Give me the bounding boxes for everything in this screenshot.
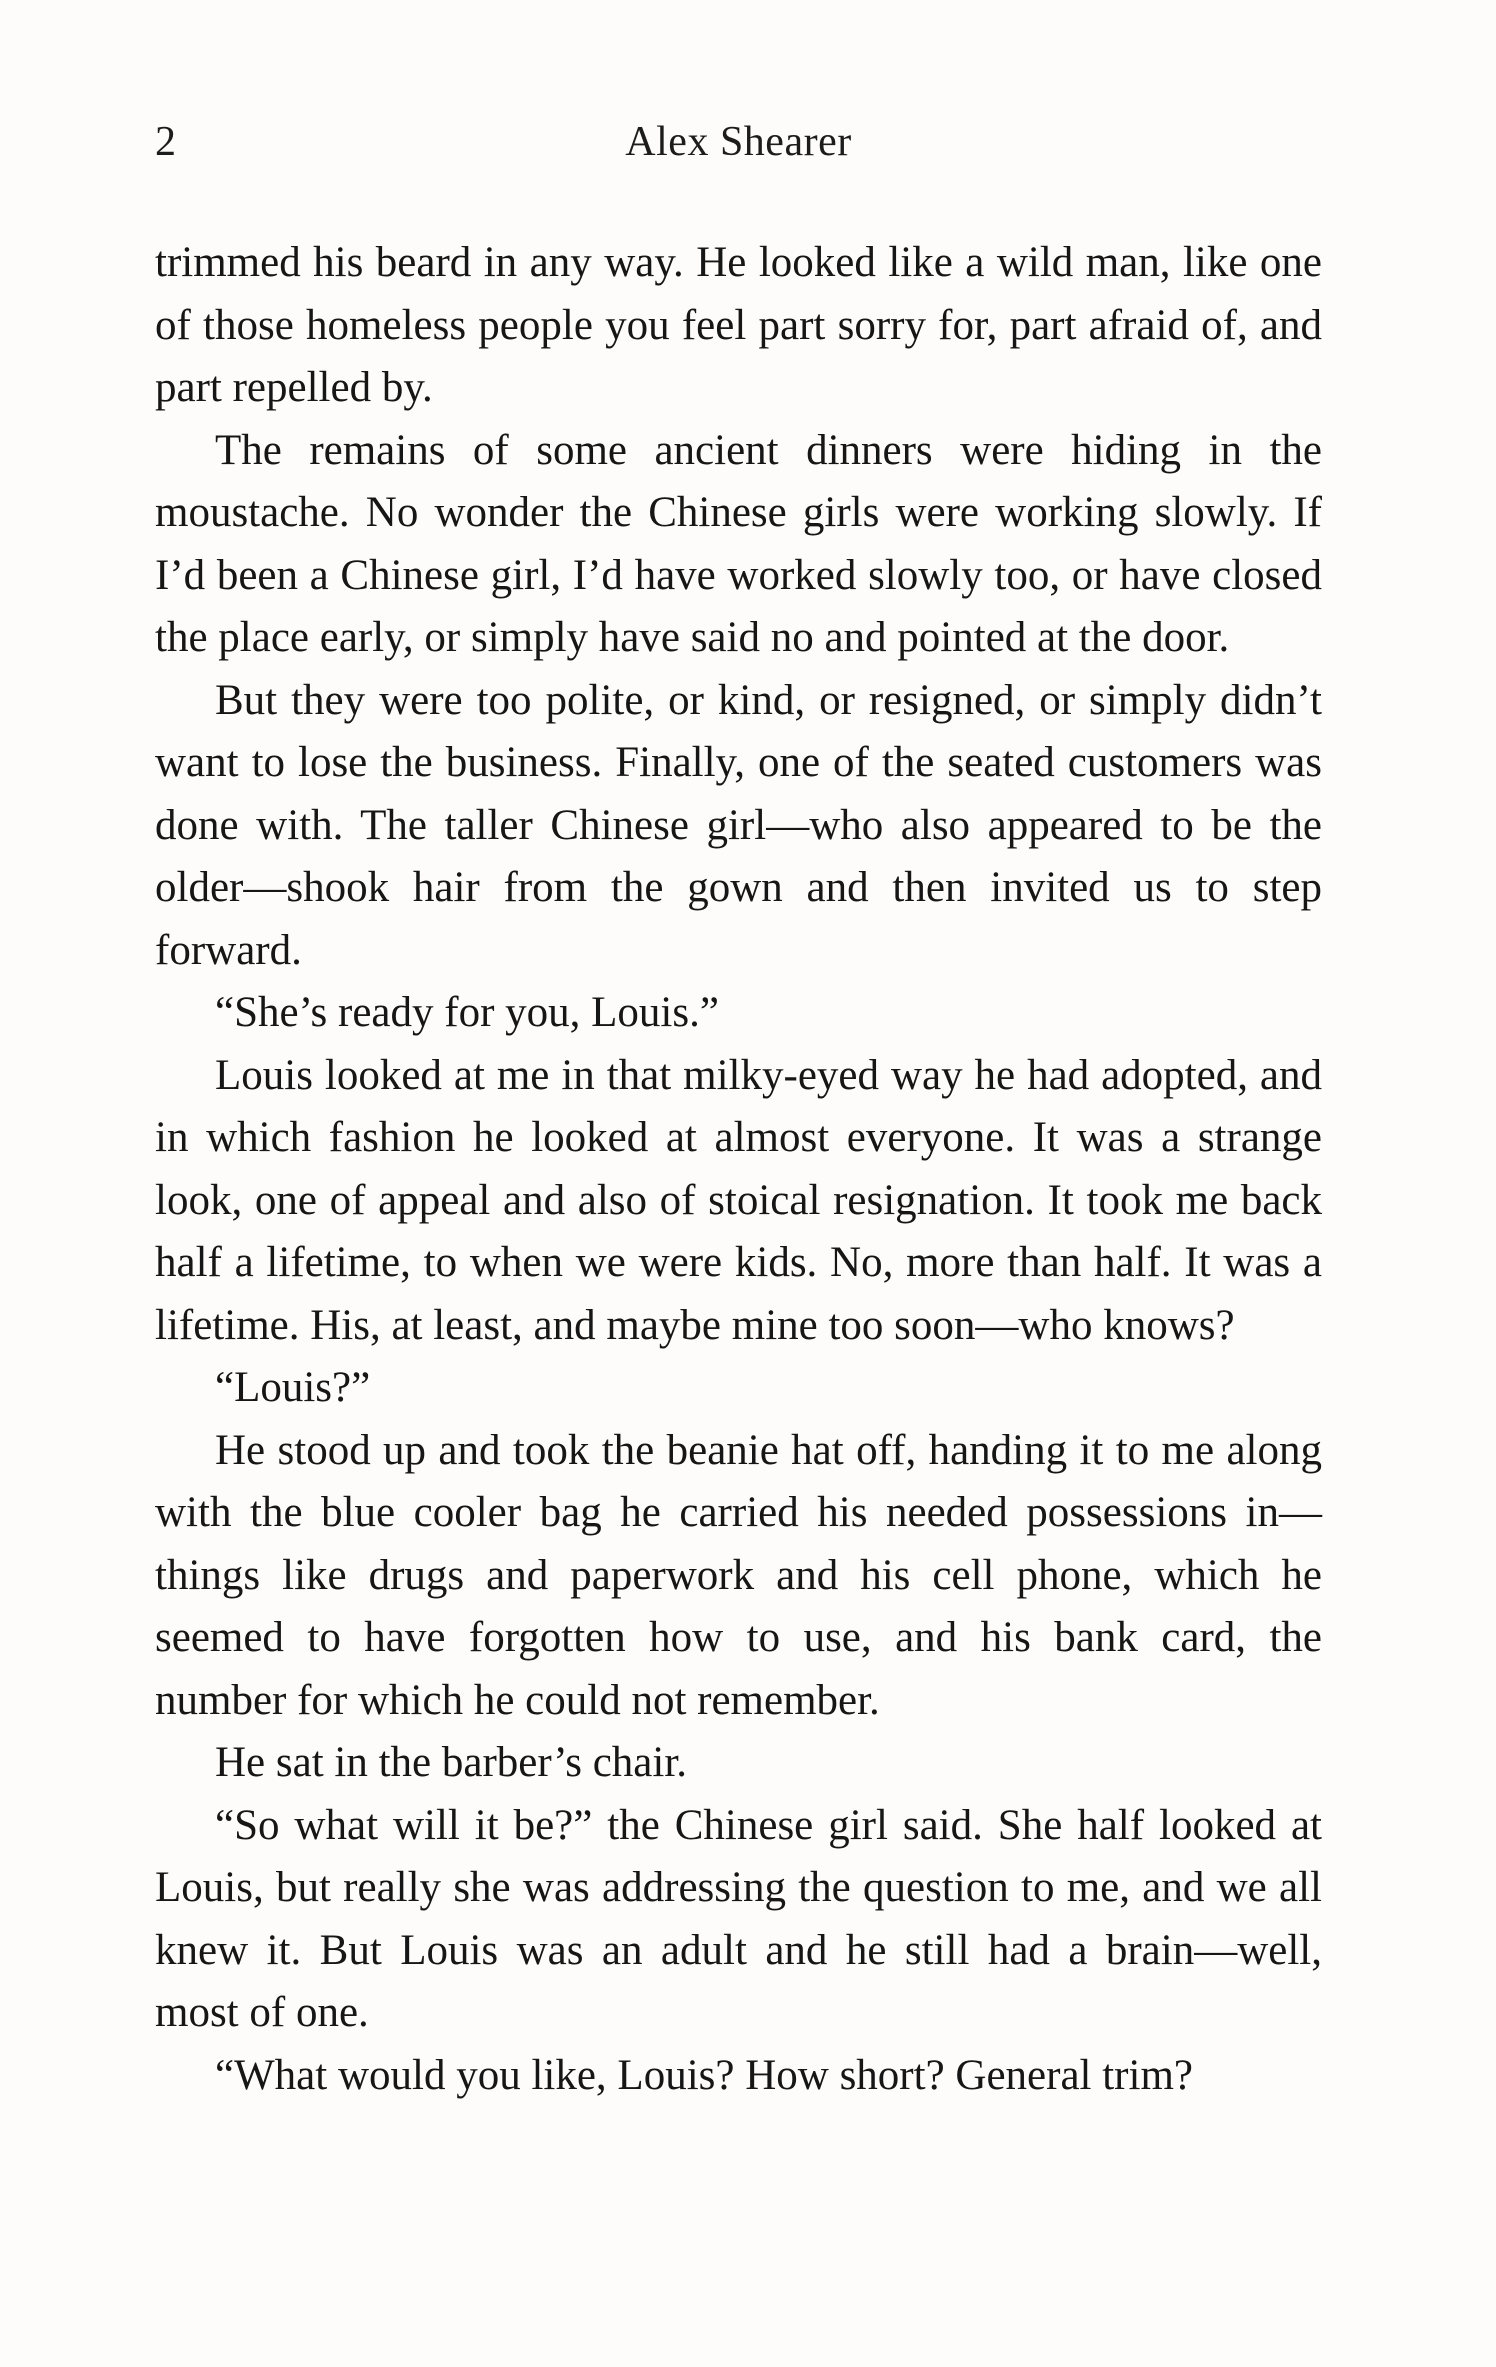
page-number: 2 [155,119,176,165]
paragraph-dialogue: “What would you like, Louis? How short? General trim? [215,2051,1193,2099]
paragraph: The remains of some ancient dinners were hiding in the moustache. No wonder the Chinese girls were working slowly. If I’d been a Chinese girl, I’d have worked slowly too, or have closed the place early, or simply have said no and pointed at the door. [155,426,1322,661]
body-text [155,232,1322,2107]
paragraph: He stood up and took the beanie hat off, handing it to me along with the blue cooler bag he carried his needed possessions in—things like drugs and paperwork and his cell phone, which he seemed to have forgotten how to use, and his bank card, the number for which he could not remember. [155,1426,1322,1724]
paragraph: He sat in the barber’s chair. [215,1739,688,1786]
page-header [155,118,1322,178]
paragraph: But they were too polite, or kind, or resigned, or simply didn’t want to lose the business. Finally, one of the seated customers was done with. The taller Chinese girl—who also appeared to be the older—shook hair from the gown and then invited us to step forward. [155,676,1322,974]
paragraph-continued: trimmed his beard in any way. He looked like a wild man, like one of those homeless people you feel part sorry for, part afraid of, and part repelled by. [155,239,1322,411]
paragraph: Louis looked at me in that milky-eyed way he had adopted, and in which fashion he looked at almost everyone. It was a strange look, one of appeal and also of stoical resignation. It took me back half a lifetime, to when we were kids. No, more than half. It was a lifetime. His, at least, and maybe mine too soon—who knows? [155,1051,1322,1349]
paragraph-dialogue: “Louis?” [215,1364,371,1411]
paragraph-dialogue: “She’s ready for you, Louis.” [215,989,719,1036]
running-head-author: Alex Shearer [625,119,852,165]
paragraph-dialogue: “So what will it be?” the Chinese girl said. She half looked at Louis, but really she was addressing the question to me, and we all knew it. But Louis was an adult and he still had a brain—well, most of one. [155,1801,1322,2036]
